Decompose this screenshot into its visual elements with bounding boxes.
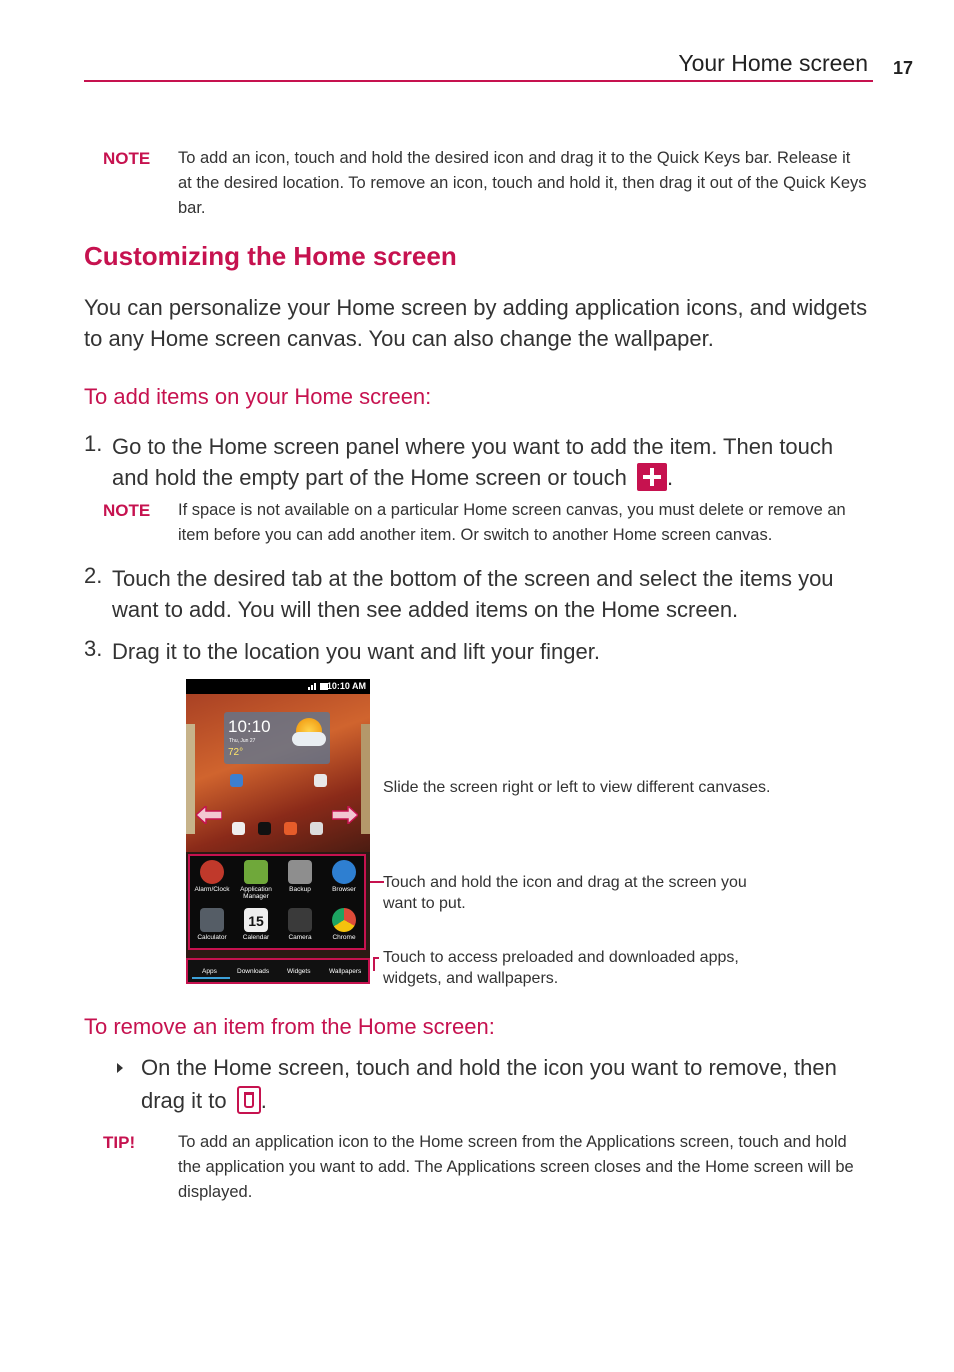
step-text-body: Go to the Home screen panel where you want to add the item. Then touch and hold the empty part of the Home screen or touch — [112, 434, 834, 490]
step-number: 3. — [84, 636, 103, 661]
remove-instruction — [141, 1051, 871, 1117]
tab-wallpapers[interactable]: Wallpapers — [329, 968, 362, 975]
step-text — [112, 431, 872, 493]
callout-connector — [373, 957, 379, 959]
add-plus-icon — [637, 463, 667, 491]
callout-slide-canvases: Slide the screen right or left to view different canvases. — [383, 779, 771, 796]
running-header-title: Your Home screen — [678, 50, 868, 76]
app-icon[interactable] — [310, 822, 323, 835]
app-icon[interactable] — [258, 822, 271, 835]
subheading-remove-items: To remove an item from the Home screen: — [84, 1014, 495, 1039]
tip-text: To add an application icon to the Home screen from the Applications screen, touch and hold the application you want to add. The Applications screen closes and the Home screen will be displayed. — [178, 1133, 854, 1201]
calendar-icon: 15 — [244, 908, 268, 932]
app-alarm-clock[interactable] — [190, 860, 234, 893]
status-bar — [186, 679, 370, 694]
app-label: Calculator — [197, 934, 227, 941]
app-label: Backup — [289, 886, 311, 893]
google-icon[interactable] — [314, 774, 327, 787]
header-rule — [84, 80, 873, 82]
remove-instruction-suffix: . — [260, 1088, 267, 1113]
app-camera[interactable] — [278, 908, 322, 941]
application-manager-icon — [244, 860, 268, 884]
callout-drag-icon: Touch and hold the icon and drag at the screen you want to put. — [383, 874, 747, 912]
tab-downloads[interactable]: Downloads — [237, 968, 270, 975]
trash-icon — [237, 1086, 261, 1114]
tip-label: TIP! — [103, 1133, 136, 1152]
remove-instruction-text: On the Home screen, touch and hold the icon you want to remove, then drag it to — [141, 1055, 837, 1113]
widget-time: 10:10 — [228, 717, 271, 736]
app-label: Camera — [288, 934, 312, 941]
tabs-bar — [186, 958, 370, 984]
app-label: Application Manager — [240, 886, 272, 900]
app-calculator[interactable] — [190, 908, 234, 941]
page-number: 17 — [893, 58, 914, 78]
app-backup[interactable] — [278, 860, 322, 893]
app-calendar[interactable] — [234, 908, 278, 941]
backup-icon — [288, 860, 312, 884]
calculator-icon — [200, 908, 224, 932]
note-text: If space is not available on a particular Home screen canvas, you must delete or remove an item before you can add another item. Or switch to another Home screen canvas. — [178, 501, 846, 544]
browser-icon[interactable] — [230, 774, 243, 787]
camera-icon — [288, 908, 312, 932]
step-number: 1. — [84, 431, 103, 456]
section-title: Customizing the Home screen — [84, 241, 457, 271]
step-text-suffix: . — [666, 465, 674, 490]
app-label: Browser — [332, 886, 356, 893]
arrow-right-icon — [332, 806, 358, 824]
note-label: NOTE — [103, 149, 151, 168]
phone-screenshot — [186, 679, 370, 984]
callout-tabs: Touch to access preloaded and downloaded apps, widgets, and wallpapers. — [383, 949, 739, 987]
tab-widgets[interactable]: Widgets — [287, 968, 311, 975]
step-text: Drag it to the location you want and lift your finger. — [112, 639, 600, 664]
cloud-icon — [292, 732, 326, 746]
active-tab-indicator — [192, 977, 230, 979]
step-text: Touch the desired tab at the bottom of the screen and select the items you want to add. You will then see added items on the Home screen. — [112, 566, 834, 622]
alarm-clock-icon — [200, 860, 224, 884]
app-application-manager[interactable] — [234, 860, 278, 900]
browser-globe-icon — [332, 860, 356, 884]
note-text: To add an icon, touch and hold the desired icon and drag it to the Quick Keys bar. Release it at the desired location. To remove an icon, touch and hold it, then drag it out of the Quick Keys bar. — [178, 149, 867, 217]
app-grid — [188, 854, 366, 950]
bullet-arrow-icon — [117, 1063, 123, 1073]
subheading-add-items: To add items on your Home screen: — [84, 384, 432, 409]
app-label: Chrome — [332, 934, 356, 941]
callout-connector — [370, 881, 384, 883]
play-store-icon[interactable] — [284, 822, 297, 835]
home-screen-canvas[interactable] — [186, 694, 370, 852]
section-intro: You can personalize your Home screen by adding application icons, and widgets to any Home screen canvas. You can also change the wallpaper. — [84, 295, 868, 351]
app-label: Calendar — [242, 934, 270, 941]
callout-connector — [373, 957, 375, 971]
app-browser[interactable] — [322, 860, 366, 893]
left-canvas-preview — [186, 724, 195, 834]
widget-date: Thu, Jun 27 — [229, 738, 256, 744]
tab-apps[interactable]: Apps — [202, 968, 217, 975]
note-label: NOTE — [103, 501, 151, 520]
arrow-left-icon — [196, 806, 222, 824]
right-canvas-preview — [361, 724, 370, 834]
app-icon[interactable] — [232, 822, 245, 835]
step-number: 2. — [84, 563, 103, 588]
app-label: Alarm/Clock — [194, 886, 230, 893]
app-chrome[interactable] — [322, 908, 366, 941]
widget-temp: 72° — [228, 747, 244, 758]
chrome-icon — [332, 908, 356, 932]
status-time: 10:10 AM — [326, 681, 366, 691]
weather-clock-widget[interactable] — [224, 712, 330, 764]
